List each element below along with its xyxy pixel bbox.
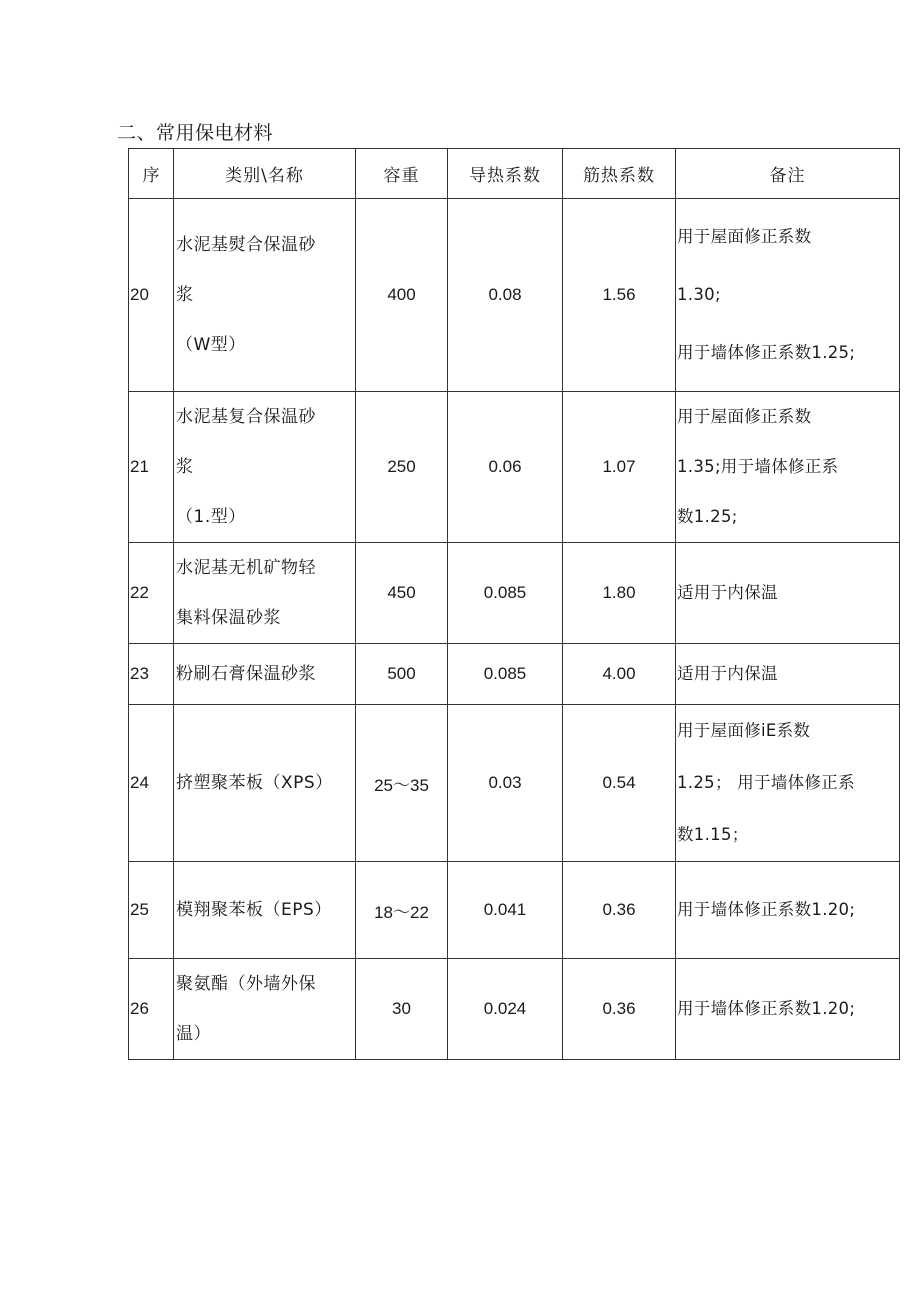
cell-storage: 4.00 (563, 644, 676, 705)
cell-conductivity: 0.085 (448, 543, 563, 644)
table-body (129, 199, 900, 1060)
cell-conductivity: 0.06 (448, 392, 563, 543)
header-note: 备注 (676, 149, 900, 199)
cell-storage: 0.54 (563, 705, 676, 862)
cell-note (676, 959, 900, 1060)
cell-note (676, 705, 900, 862)
cell-storage: 1.80 (563, 543, 676, 644)
table-row (129, 199, 900, 392)
cell-seq: 23 (129, 644, 174, 705)
cell-name-text: 聚氨酯（外墙外保 温） (176, 974, 316, 1044)
cell-seq: 26 (129, 959, 174, 1060)
cell-note-text: 适用于内保温 (677, 583, 778, 602)
cell-density: 450 (356, 543, 448, 644)
cell-name-text: 模翔聚苯板（EPS） (176, 900, 332, 920)
cell-storage: 0.36 (563, 862, 676, 959)
table-row (129, 392, 900, 543)
cell-name-text: 粉刷石膏保温砂浆 (176, 664, 316, 684)
table-row (129, 543, 900, 644)
cell-name (174, 959, 356, 1060)
page-title: 二、常用保电材料 (117, 122, 274, 144)
table-header (129, 149, 900, 199)
cell-note-text: 适用于内保温 (677, 664, 778, 683)
cell-name (174, 705, 356, 862)
cell-density: 250 (356, 392, 448, 543)
cell-conductivity: 0.08 (448, 199, 563, 392)
cell-note (676, 862, 900, 959)
cell-name (174, 199, 356, 392)
cell-conductivity: 0.085 (448, 644, 563, 705)
cell-density: 25～35 (356, 705, 448, 862)
cell-storage: 0.36 (563, 959, 676, 1060)
table-row (129, 705, 900, 862)
cell-storage: 1.56 (563, 199, 676, 392)
cell-note (676, 543, 900, 644)
table-row (129, 644, 900, 705)
cell-name-text: 水泥基复合保温砂 浆 （1.型） (176, 407, 316, 527)
header-storage: 筋热系数 (563, 149, 676, 199)
cell-seq: 24 (129, 705, 174, 862)
cell-name-text: 水泥基熨合保温砂 浆 （W型） (176, 235, 316, 355)
cell-density: 500 (356, 644, 448, 705)
cell-seq: 21 (129, 392, 174, 543)
cell-conductivity: 0.041 (448, 862, 563, 959)
cell-seq: 20 (129, 199, 174, 392)
cell-note (676, 199, 900, 392)
cell-note-text: 用于墙体修正系数1.20; (677, 999, 856, 1018)
header-seq: 序 (129, 149, 174, 199)
header-conductivity: 导热系数 (448, 149, 563, 199)
cell-name-text: 挤塑聚苯板（XPS） (176, 773, 333, 793)
table-row (129, 862, 900, 959)
cell-density: 30 (356, 959, 448, 1060)
cell-name (174, 862, 356, 959)
header-name: 类别\名称 (174, 149, 356, 199)
cell-note-text: 用于屋面修iE系数 1.25； 用于墙体修正系 数1.15； (677, 721, 855, 844)
cell-note-text: 用于屋面修正系数 1.30; 用于墙体修正系数1.25; (677, 227, 856, 362)
cell-density: 400 (356, 199, 448, 392)
cell-name (174, 644, 356, 705)
cell-storage: 1.07 (563, 392, 676, 543)
cell-note (676, 392, 900, 543)
cell-name (174, 392, 356, 543)
cell-note-text: 用于墙体修正系数1.20; (677, 900, 856, 919)
cell-conductivity: 0.024 (448, 959, 563, 1060)
cell-density: 18～22 (356, 862, 448, 959)
materials-table (128, 148, 900, 1060)
cell-note-text: 用于屋面修正系数 1.35;用于墙体修正系 数1.25; (677, 407, 839, 526)
cell-conductivity: 0.03 (448, 705, 563, 862)
cell-seq: 25 (129, 862, 174, 959)
cell-name (174, 543, 356, 644)
cell-note (676, 644, 900, 705)
cell-seq: 22 (129, 543, 174, 644)
cell-name-text: 水泥基无机矿物轻 集料保温砂浆 (176, 558, 316, 628)
table-row (129, 959, 900, 1060)
header-row (129, 149, 900, 199)
header-density: 容重 (356, 149, 448, 199)
